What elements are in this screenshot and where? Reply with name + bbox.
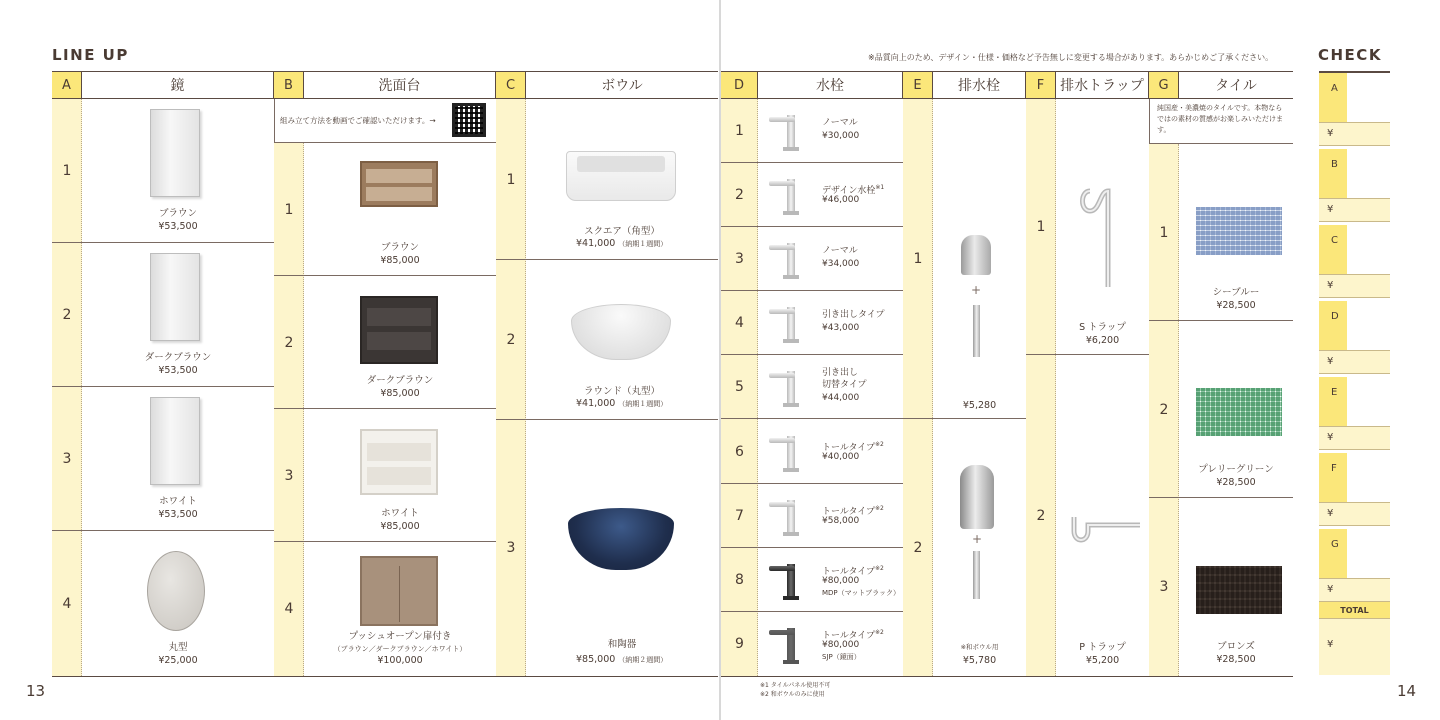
drain-price: ¥5,780 [962, 655, 997, 666]
footnote-mark: ※2 [875, 564, 884, 572]
check-total-field[interactable] [1319, 619, 1390, 675]
mirror-price: ¥53,500 [158, 365, 198, 376]
vanity-price: ¥85,000 [380, 255, 420, 266]
table-bottom-rule-left [52, 676, 718, 677]
vanity-price: ¥85,000 [380, 388, 420, 399]
faucet-name-2: 切替タイプ [822, 380, 867, 391]
bowl-price-line [576, 654, 667, 665]
vanity-name: ダークブラウン [366, 375, 434, 386]
yen-sign: ¥ [1327, 508, 1334, 519]
faucet-price: ¥80,000 [822, 639, 860, 650]
drain-price: ¥5,280 [962, 400, 997, 411]
row-number: 3 [506, 540, 516, 556]
check-letter: G [1331, 539, 1339, 550]
faucet-image [769, 365, 813, 409]
check-letter: C [1331, 235, 1338, 246]
yen-sign: ¥ [1327, 584, 1334, 595]
row-number: 7 [735, 507, 744, 524]
lineup-title: LINE UP [52, 46, 129, 64]
mirror-image [150, 109, 200, 197]
faucet-name-line [822, 309, 885, 322]
bowl-price: ¥41,000 [576, 238, 616, 249]
bowl-row-3[interactable] [496, 420, 718, 676]
qr-code-icon[interactable] [452, 103, 486, 137]
row-number: 9 [735, 635, 744, 652]
yen-sign: ¥ [1327, 432, 1334, 443]
tile-row-1[interactable] [1149, 144, 1293, 321]
row-number: 1 [913, 251, 923, 267]
row-number: 1 [1159, 224, 1169, 241]
footnote-mark: ※2 [875, 440, 884, 448]
vanity-price: ¥100,000 [377, 655, 423, 666]
bowl-row-2[interactable] [496, 260, 718, 420]
check-entry-box[interactable] [1347, 529, 1390, 578]
row-number: 1 [62, 163, 72, 179]
faucet-row-7[interactable] [721, 484, 903, 548]
col-d-name: 水栓 [758, 72, 903, 98]
bowl-image [566, 151, 676, 201]
trap-name: S トラップ [1079, 322, 1126, 333]
row-number: 1 [735, 123, 744, 140]
faucet-image [769, 430, 813, 474]
plus-sign: + [972, 532, 983, 546]
col-g-name: タイル [1179, 72, 1293, 98]
check-price-field[interactable] [1319, 350, 1390, 374]
faucet-price: ¥43,000 [822, 323, 860, 334]
faucet-row-3[interactable] [721, 227, 903, 291]
faucet-name: デザイン水栓 [822, 186, 876, 197]
col-b-name: 洗面台 [304, 72, 496, 98]
tile-name: シーブルー [1212, 287, 1260, 298]
yen-sign: ¥ [1327, 280, 1334, 291]
p-trap-image [1066, 513, 1146, 547]
bowl-price-line [576, 398, 667, 409]
faucet-name: トールタイプ [822, 566, 876, 577]
faucet-price: ¥40,000 [822, 451, 860, 462]
tile-price: ¥28,500 [1216, 654, 1256, 665]
mirror-price: ¥53,500 [158, 509, 198, 520]
faucet-row-6[interactable] [721, 420, 903, 484]
faucet-price: ¥80,000 [822, 575, 860, 586]
row-number: 2 [62, 307, 72, 323]
mirror-row-4[interactable] [52, 531, 274, 676]
faucet-name: 引き出し [822, 368, 859, 379]
trap-price: ¥6,200 [1085, 335, 1120, 346]
faucet-price: ¥44,000 [822, 393, 860, 404]
check-letter: D [1331, 311, 1339, 322]
faucet-name-line [822, 117, 858, 130]
faucet-name: トールタイプ [822, 630, 876, 641]
tile-swatch-green [1196, 388, 1282, 436]
vanity-row-4[interactable] [274, 542, 496, 676]
faucet-price: ¥46,000 [822, 195, 860, 206]
col-c-letter: C [496, 72, 526, 98]
col-e-name: 排水栓 [933, 72, 1026, 98]
tile-swatch-bronze [1196, 566, 1282, 614]
mirror-name: ダークブラウン [144, 352, 212, 363]
row-number: 2 [1159, 401, 1169, 418]
row-number: 2 [913, 539, 923, 556]
faucet-image [769, 558, 813, 602]
faucet-row-5[interactable] [721, 355, 903, 419]
drain-row-1[interactable] [903, 99, 1026, 419]
trap-row-2[interactable] [1026, 355, 1149, 676]
check-entry-box[interactable] [1347, 377, 1390, 426]
check-total-label: TOTAL [1319, 601, 1390, 619]
row-number: 4 [62, 595, 72, 612]
check-letter: B [1331, 159, 1338, 170]
mirror-image [150, 397, 200, 485]
bowl-price: ¥85,000 [576, 654, 616, 665]
col-b-letter: B [274, 72, 304, 98]
row-number: 3 [735, 251, 744, 268]
drain-plug-image [960, 465, 994, 529]
faucet-name: トールタイプ [822, 506, 876, 517]
bowl-name: 和陶器 [607, 639, 637, 650]
col-d-letter: D [721, 72, 758, 98]
mirror-name: 丸型 [168, 642, 188, 653]
yen-sign: ¥ [1327, 356, 1334, 367]
check-price-field[interactable] [1319, 122, 1390, 146]
row-number: 3 [62, 451, 72, 467]
vanity-image [360, 556, 438, 626]
footnote-mark: ※2 [875, 504, 884, 512]
col-a-letter: A [52, 72, 82, 98]
faucet-image [769, 173, 813, 217]
vanity-image [360, 161, 438, 207]
vanity-row-3[interactable] [274, 409, 496, 542]
vanity-sub: （ブラウン／ダークブラウン／ホワイト） [333, 645, 467, 653]
mirror-row-3[interactable] [52, 387, 274, 531]
check-entry-box[interactable] [1347, 73, 1390, 122]
tile-note-cell [1149, 99, 1293, 144]
footnote-2: ※2 和ボウルのみに使用 [760, 691, 825, 698]
trap-row-1[interactable] [1026, 99, 1149, 355]
faucet-row-1[interactable] [721, 99, 903, 163]
mirror-price: ¥53,500 [158, 221, 198, 232]
row-number: 3 [1159, 579, 1169, 595]
plus-sign: + [971, 283, 982, 297]
faucet-row-4[interactable] [721, 291, 903, 355]
drain-plug-image [961, 235, 991, 275]
check-entry-box[interactable] [1347, 453, 1390, 502]
bowl-name: スクエア（角型） [584, 226, 660, 237]
bowl-row-1[interactable] [496, 99, 718, 260]
check-price-field[interactable] [1319, 578, 1390, 602]
tile-name: プレリーグリーン [1198, 464, 1274, 475]
mirror-price: ¥25,000 [158, 655, 198, 666]
bowl-price: ¥41,000 [576, 398, 616, 409]
tile-row-2[interactable] [1149, 321, 1293, 498]
bowl-image [568, 508, 674, 570]
check-entry-box[interactable] [1347, 301, 1390, 350]
row-number: 5 [735, 379, 744, 396]
check-letter: F [1331, 463, 1337, 474]
drain-row-2[interactable] [903, 419, 1026, 676]
faucet-row-2[interactable] [721, 163, 903, 227]
col-f-name: 排水トラップ [1056, 72, 1149, 98]
faucet-image [769, 301, 813, 345]
row-number: 2 [284, 334, 294, 351]
footnote-1: ※1 タイルパネル使用不可 [760, 682, 831, 689]
vanity-name: プッシュオープン扉付き [348, 631, 452, 642]
check-letter: A [1331, 83, 1338, 94]
faucet-price: ¥34,000 [822, 259, 860, 270]
drain-pipe-image [973, 551, 980, 599]
faucet-image [769, 494, 813, 538]
bowl-name: ラウンド（丸型） [583, 386, 660, 397]
check-price-field[interactable] [1319, 426, 1390, 450]
tile-price: ¥28,500 [1216, 300, 1256, 311]
mirror-row-2[interactable] [52, 243, 274, 387]
faucet-price: ¥58,000 [822, 515, 860, 526]
row-number: 3 [284, 467, 294, 484]
check-price-field[interactable] [1319, 274, 1390, 298]
mirror-image [150, 253, 200, 341]
row-number: 2 [506, 332, 516, 348]
faucet-image [769, 237, 813, 281]
vanity-note: 組み立て方法を動画でご確認いただけます。→ [280, 116, 436, 125]
notice-text: ※品質向上のため、デザイン・仕様・価格など予告無しに変更する場合があります。あらかじめご了承ください。 [868, 53, 1274, 62]
yen-sign: ¥ [1327, 128, 1334, 139]
col-c-name: ボウル [526, 72, 718, 98]
bowl-lead-time: （納期１週間） [618, 240, 668, 248]
check-entry-box[interactable] [1347, 149, 1390, 198]
tile-swatch-blue [1196, 207, 1282, 255]
row-number: 4 [735, 315, 744, 332]
faucet-name-line [822, 245, 858, 258]
bowl-lead-time: （納期１週間） [618, 400, 668, 408]
mirror-name: ホワイト [159, 496, 197, 507]
faucet-name: トールタイプ [822, 442, 876, 453]
vanity-image [360, 296, 438, 364]
trap-price: ¥5,200 [1085, 655, 1120, 666]
s-trap-image [1078, 187, 1128, 291]
round-mirror-image [147, 551, 205, 631]
col-f-letter: F [1026, 72, 1056, 98]
row-number: 1 [1036, 219, 1046, 235]
faucet-price: ¥30,000 [822, 131, 860, 141]
vanity-name: ブラウン [380, 242, 419, 253]
vanity-name: ホワイト [381, 508, 419, 519]
page-number-left: 13 [26, 682, 46, 700]
col-g-letter: G [1149, 72, 1179, 98]
faucet-name: ノーマル [822, 118, 858, 128]
tile-row-3[interactable] [1149, 498, 1293, 676]
drain-pipe-image [973, 305, 980, 357]
check-entry-box[interactable] [1347, 225, 1390, 274]
faucet-image [769, 109, 813, 153]
yen-sign: ¥ [1327, 204, 1334, 215]
footnote-mark: ※1 [875, 184, 885, 192]
vanity-image [360, 429, 438, 495]
check-price-field[interactable] [1319, 198, 1390, 222]
faucet-variant: MDP（マットブラック） [822, 588, 901, 597]
col-e-letter: E [903, 72, 933, 98]
row-number: 2 [1036, 507, 1046, 524]
row-number: 2 [735, 187, 744, 204]
check-letter: E [1331, 387, 1338, 398]
bowl-price-line [576, 238, 667, 249]
row-number: 1 [506, 171, 516, 188]
row-number: 6 [735, 443, 744, 460]
tile-name: ブロンズ [1217, 641, 1255, 652]
bowl-lead-time: （納期２週間） [618, 656, 668, 664]
trap-name: P トラップ [1079, 642, 1126, 653]
footnote-mark: ※2 [875, 628, 884, 636]
vanity-note-cell [274, 99, 496, 143]
faucet-image [769, 622, 813, 666]
page-number-right: 14 [1397, 682, 1417, 700]
table-bottom-rule-right [721, 676, 1293, 677]
tile-note: 純国産・美濃焼のタイルです。本物ならではの素材の質感がお楽しみいただけます。 [1157, 104, 1283, 134]
faucet-variant: SJP（鏡面） [822, 652, 861, 661]
faucet-row-8[interactable] [721, 548, 903, 612]
drain-note: ※和ボウル用 [960, 643, 999, 651]
faucet-row-9[interactable] [721, 612, 903, 676]
vanity-row-2[interactable] [274, 276, 496, 409]
mirror-row-1[interactable] [52, 99, 274, 243]
faucet-name: 引き出しタイプ [822, 310, 885, 321]
mirror-name: ブラウン [158, 208, 197, 219]
tile-price: ¥28,500 [1216, 477, 1256, 488]
col-a-name: 鏡 [82, 72, 274, 98]
yen-sign: ¥ [1327, 639, 1334, 650]
vanity-row-1[interactable] [274, 143, 496, 276]
vanity-price: ¥85,000 [380, 521, 420, 532]
bowl-image [571, 304, 671, 360]
row-number: 1 [284, 201, 294, 218]
row-number: 8 [735, 571, 744, 588]
faucet-name: ノーマル [822, 246, 858, 257]
row-number: 4 [284, 601, 294, 617]
check-title: CHECK [1318, 46, 1382, 64]
check-price-field[interactable] [1319, 502, 1390, 526]
